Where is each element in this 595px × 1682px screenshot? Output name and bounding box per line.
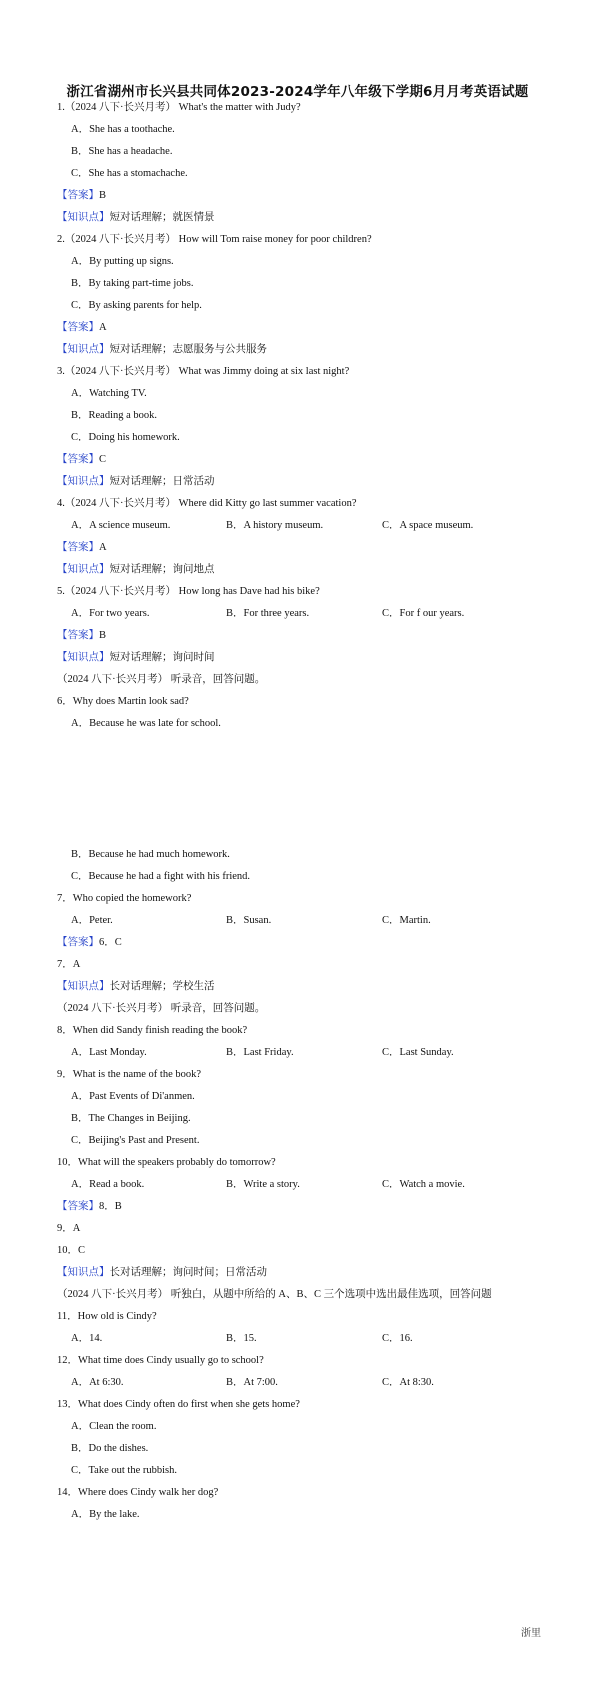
answer-value: A — [99, 542, 107, 553]
answer-tag: 【答案】 — [57, 190, 99, 201]
page-title: 浙江省湖州市长兴县共同体2023-2024学年八年级下学期6月月考英语试题 — [66, 84, 529, 100]
knowledge-tag: 【知识点】 — [57, 476, 110, 487]
knowledge-value: 短对话理解；询问地点 — [109, 564, 215, 575]
question-4-answer — [57, 541, 107, 555]
knowledge-value: 长对话理解；学校生活 — [109, 981, 215, 992]
question-7-option-c: C．Martin. — [382, 915, 431, 926]
answer-9: 9．A — [57, 1223, 81, 1234]
knowledge-value: 短对话理解；志愿服务与公共服务 — [109, 344, 267, 355]
knowledge-value: 长对话理解；询问时间；日常活动 — [109, 1267, 267, 1278]
answer-tag: 【答案】 — [57, 454, 99, 465]
question-3-stem: 3.（2024 八下·长兴月考） What was Jimmy doing at six last night? — [57, 366, 350, 377]
question-9-option-b: B．The Changes in Beijing. — [71, 1113, 191, 1124]
question-12-option-b: B．At 7:00. — [226, 1377, 278, 1388]
question-3-option-b: B．Reading a book. — [71, 410, 158, 421]
question-8-option-a: A．Last Monday. — [71, 1047, 147, 1058]
question-12-option-a: A．At 6:30. — [71, 1377, 124, 1388]
question-14-stem: 14．Where does Cindy walk her dog? — [57, 1487, 219, 1498]
question-5-option-c: C．For f our years. — [382, 608, 465, 619]
knowledge-tag: 【知识点】 — [57, 212, 110, 223]
knowledge-tag: 【知识点】 — [57, 564, 110, 575]
knowledge-8-10 — [57, 1266, 267, 1280]
question-1-option-a: A．She has a toothache. — [71, 124, 175, 135]
question-13-stem: 13．What does Cindy often do first when she gets home? — [57, 1399, 300, 1410]
question-10-option-a: A．Read a book. — [71, 1179, 145, 1190]
answer-tag: 【答案】 — [57, 630, 99, 641]
knowledge-value: 短对话理解；日常活动 — [109, 476, 215, 487]
question-2-option-a: A．By putting up signs. — [71, 256, 174, 267]
question-6-option-c: C．Because he had a fight with his friend. — [71, 871, 251, 882]
question-2-knowledge — [57, 343, 267, 357]
section-instruction: （2024 八下·长兴月考） 听录音，回答问题。 — [57, 1003, 266, 1014]
question-4-option-b: B．A history museum. — [226, 520, 324, 531]
question-4-option-a: A．A science museum. — [71, 520, 171, 531]
question-14-option-a: A．By the lake. — [71, 1509, 140, 1520]
question-13-option-b: B．Do the dishes. — [71, 1443, 149, 1454]
question-2-option-b: B．By taking part-time jobs. — [71, 278, 194, 289]
answer-tag: 【答案】 — [57, 1201, 99, 1212]
knowledge-value: 短对话理解；就医情景 — [109, 212, 215, 223]
question-6-option-b: B．Because he had much homework. — [71, 849, 230, 860]
answer-tag: 【答案】 — [57, 937, 99, 948]
question-13-option-a: A．Clean the room. — [71, 1421, 157, 1432]
question-1-stem: 1.（2024 八下·长兴月考） What's the matter with Judy? — [57, 102, 301, 113]
question-8-option-c: C．Last Sunday. — [382, 1047, 454, 1058]
question-12-option-c: C．At 8:30. — [382, 1377, 434, 1388]
answer-10: 10．C — [57, 1245, 86, 1256]
question-5-stem: 5.（2024 八下·长兴月考） How long has Dave had his bike? — [57, 586, 320, 597]
question-3-knowledge — [57, 475, 215, 489]
question-11-option-a: A．14. — [71, 1333, 103, 1344]
section-instruction: （2024 八下·长兴月考） 听录音，回答问题。 — [57, 674, 266, 685]
question-5-option-b: B．For three years. — [226, 608, 310, 619]
question-11-stem: 11．How old is Cindy? — [57, 1311, 157, 1322]
knowledge-6-7 — [57, 980, 215, 994]
answer-value: C — [99, 454, 107, 465]
question-4-stem: 4.（2024 八下·长兴月考） Where did Kitty go last summer vacation? — [57, 498, 357, 509]
question-6-stem: 6．Why does Martin look sad? — [57, 696, 189, 707]
question-7-stem: 7．Who copied the homework? — [57, 893, 192, 904]
answer-value: B — [99, 630, 107, 641]
question-12-stem: 12．What time does Cindy usually go to school? — [57, 1355, 264, 1366]
question-5-option-a: A．For two years. — [71, 608, 150, 619]
question-9-option-a: A．Past Events of Di'anmen. — [71, 1091, 195, 1102]
question-2-stem: 2.（2024 八下·长兴月考） How will Tom raise money for poor children? — [57, 234, 372, 245]
question-1-answer — [57, 189, 106, 203]
question-1-option-c: C．She has a stomachache. — [71, 168, 188, 179]
answer-value: 8．B — [99, 1201, 122, 1212]
question-6-option-a: A．Because he was late for school. — [71, 718, 221, 729]
question-5-answer — [57, 629, 106, 643]
knowledge-tag: 【知识点】 — [57, 1267, 110, 1278]
answers-6-7 — [57, 936, 122, 950]
question-7-option-a: A．Peter. — [71, 915, 113, 926]
answer-value: B — [99, 190, 107, 201]
question-11-option-c: C．16. — [382, 1333, 413, 1344]
answers-8-10 — [57, 1200, 122, 1214]
knowledge-tag: 【知识点】 — [57, 981, 110, 992]
answer-7: 7．A — [57, 959, 81, 970]
answer-value: 6．C — [99, 937, 122, 948]
question-4-knowledge — [57, 563, 215, 577]
question-4-option-c: C．A space museum. — [382, 520, 474, 531]
question-7-option-b: B．Susan. — [226, 915, 272, 926]
question-1-knowledge — [57, 211, 215, 225]
answer-value: A — [99, 322, 107, 333]
question-2-option-c: C．By asking parents for help. — [71, 300, 202, 311]
question-3-option-a: A．Watching TV. — [71, 388, 147, 399]
question-2-answer — [57, 321, 107, 335]
question-5-knowledge — [57, 651, 215, 665]
question-10-option-c: C．Watch a movie. — [382, 1179, 465, 1190]
question-8-option-b: B．Last Friday. — [226, 1047, 294, 1058]
answer-tag: 【答案】 — [57, 542, 99, 553]
question-1-option-b: B．She has a headache. — [71, 146, 173, 157]
answer-tag: 【答案】 — [57, 322, 99, 333]
question-9-option-c: C．Beijing's Past and Present. — [71, 1135, 200, 1146]
page-footer: 浙里 — [521, 1628, 541, 1639]
question-3-option-c: C．Doing his homework. — [71, 432, 180, 443]
section-instruction: （2024 八下·长兴月考） 听独白，从题中所给的 A、B、C 三个选项中选出最佳选项，回答问题 — [57, 1289, 492, 1300]
knowledge-tag: 【知识点】 — [57, 344, 110, 355]
question-11-option-b: B．15. — [226, 1333, 257, 1344]
knowledge-tag: 【知识点】 — [57, 652, 110, 663]
question-8-stem: 8．When did Sandy finish reading the book? — [57, 1025, 248, 1036]
question-10-option-b: B．Write a story. — [226, 1179, 300, 1190]
knowledge-value: 短对话理解；询问时间 — [109, 652, 215, 663]
question-10-stem: 10．What will the speakers probably do tomorrow? — [57, 1157, 276, 1168]
question-13-option-c: C．Take out the rubbish. — [71, 1465, 177, 1476]
question-3-answer — [57, 453, 106, 467]
question-9-stem: 9．What is the name of the book? — [57, 1069, 202, 1080]
